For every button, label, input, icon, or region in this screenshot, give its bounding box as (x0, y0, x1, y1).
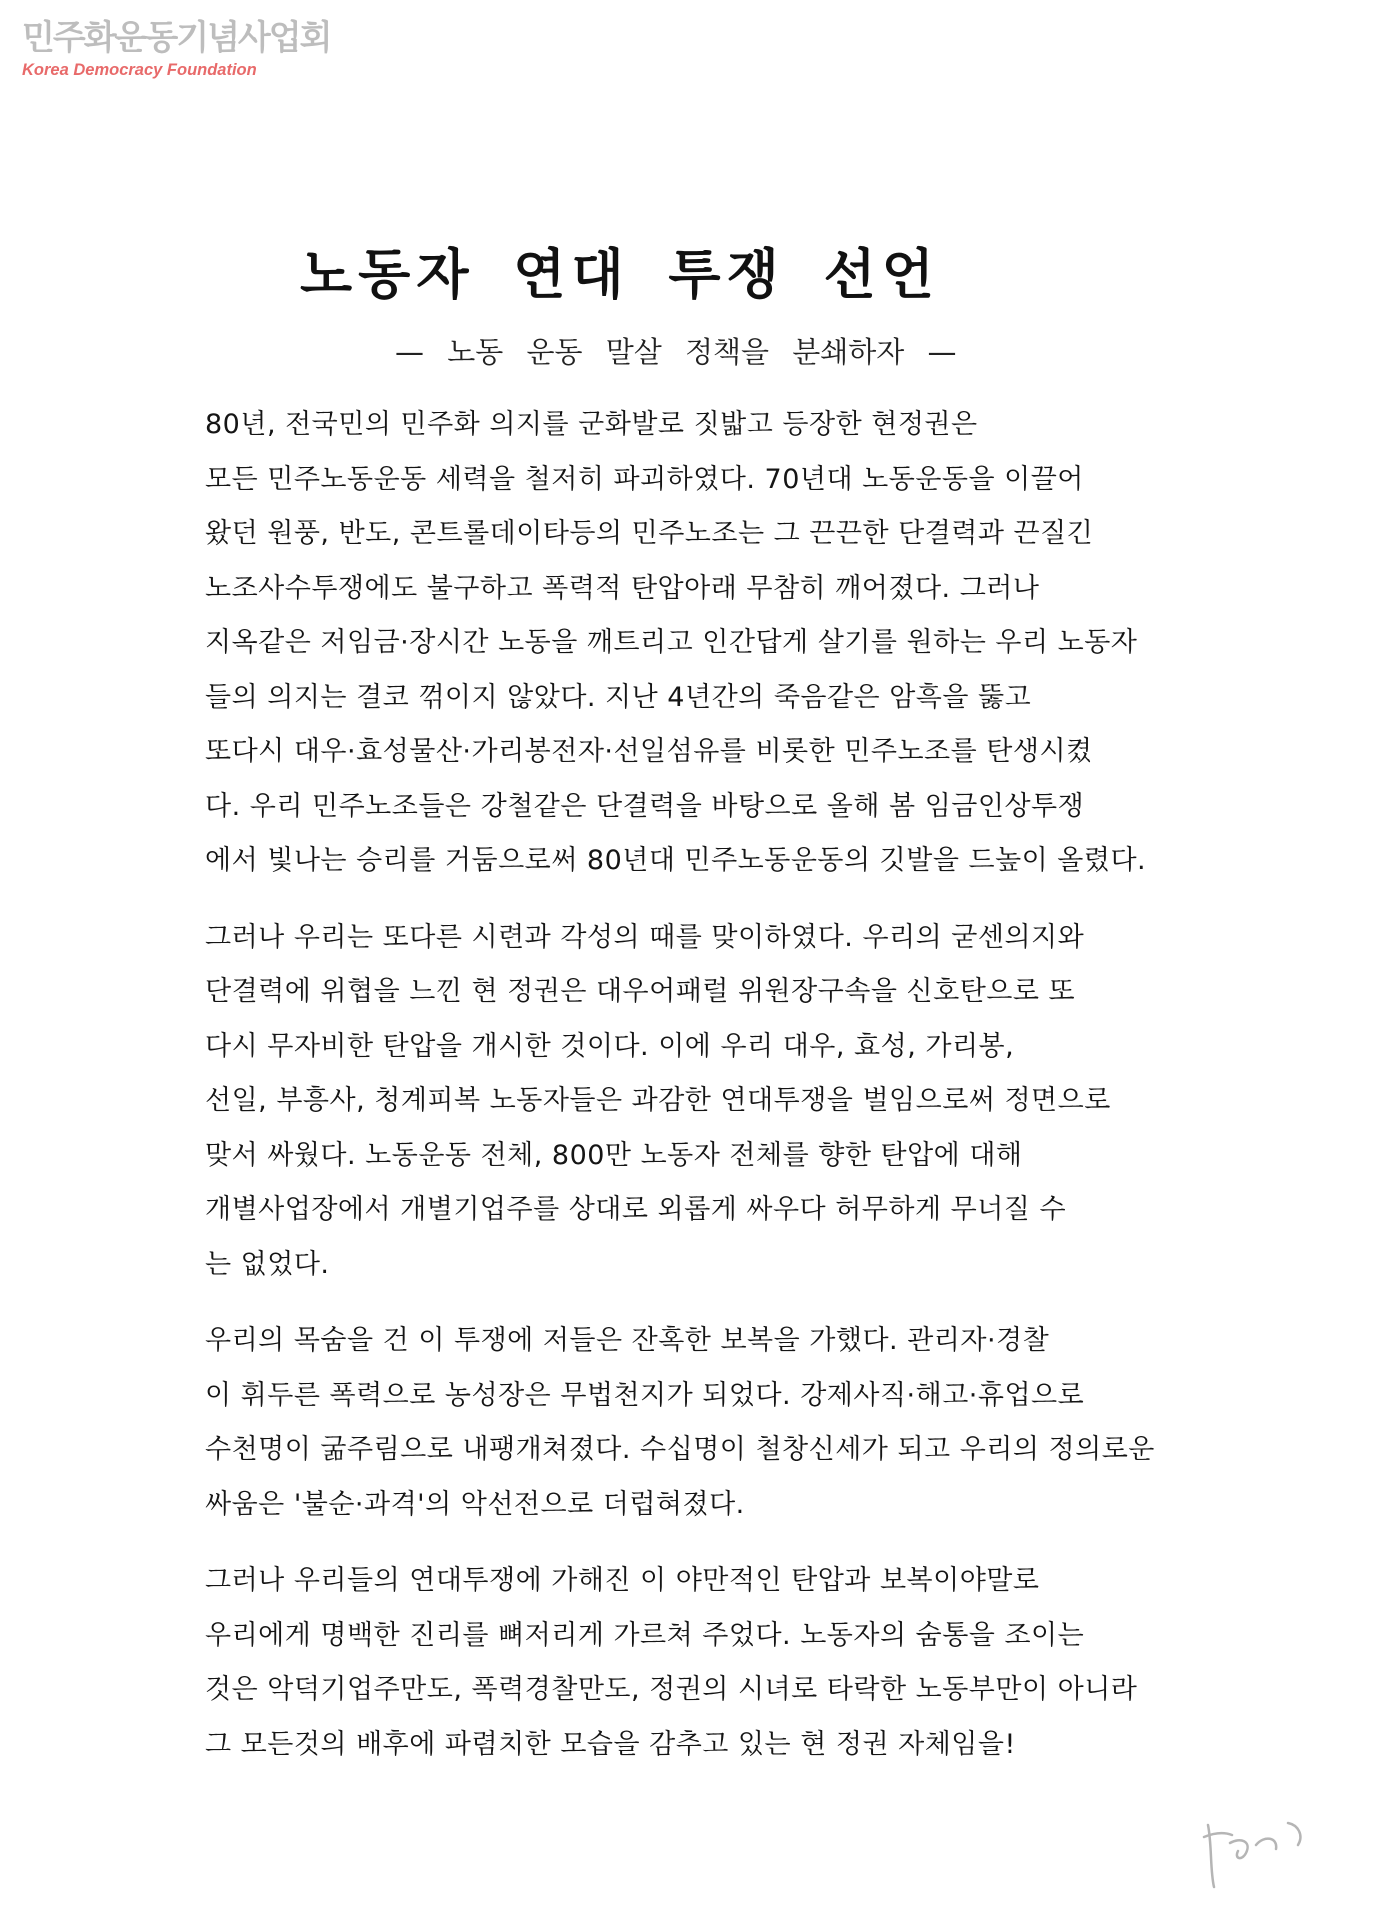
text-line: 선일, 부흥사, 청계피복 노동자들은 과감한 연대투쟁을 벌임으로써 정면으로 (205, 1085, 1111, 1116)
text-line: 것은 악덕기업주만도, 폭력경찰만도, 정권의 시녀로 타락한 노동부만이 아니라 (205, 1674, 1138, 1705)
text-line: 이 휘두른 폭력으로 농성장은 무법천지가 되었다. 강제사직·해고·휴업으로 (205, 1379, 1085, 1411)
text-line: 또다시 대우·효성물산·가리봉전자·선일섬유를 비롯한 민주노조를 탄생시켰 (205, 736, 1093, 767)
text-line: 단결력에 위협을 느낀 현 정권은 대우어패럴 위원장구속을 신호탄으로 또 (205, 976, 1076, 1007)
paragraph-2 (205, 911, 1205, 1293)
text-line: 모든 민주노동운동 세력을 철저히 파괴하였다. 70년대 노동운동을 이끌어 (205, 463, 1084, 495)
paragraph-gap (205, 889, 1205, 911)
text-line: 지옥같은 저임금·장시간 노동을 깨트리고 인간답게 살기를 원하는 우리 노동자 (205, 627, 1138, 658)
text-line: 다. 우리 민주노조들은 강철같은 단결력을 바탕으로 올해 봄 임금인상투쟁 (205, 790, 1085, 822)
document-body (205, 398, 1205, 1772)
paragraph-3 (205, 1314, 1205, 1532)
text-line: 왔던 원풍, 반도, 콘트롤데이타등의 민주노조는 그 끈끈한 단결력과 끈질긴 (205, 518, 1094, 549)
watermark-korean: 민주화운동기념사업회 (22, 18, 331, 58)
watermark (22, 18, 330, 80)
text-line: 는 없었다. (205, 1248, 330, 1280)
text-line: 다시 무자비한 탄압을 개시한 것이다. 이에 우리 대우, 효성, 가리봉, (205, 1030, 1015, 1062)
document-subtitle: — 노동 운동 말살 정책을 분쇄하자 — (395, 335, 957, 369)
paragraph-1 (205, 398, 1205, 889)
text-line: 우리에게 명백한 진리를 뼈저리게 가르쳐 주었다. 노동자의 숨통을 조이는 (205, 1619, 1085, 1651)
text-line: 그러나 우리는 또다른 시련과 각성의 때를 맞이하였다. 우리의 굳센의지와 (205, 921, 1085, 953)
text-line: 수천명이 굶주림으로 내팽개쳐졌다. 수십명이 철창신세가 되고 우리의 정의로운 (205, 1434, 1155, 1465)
text-line: 80년, 전국민의 민주화 의지를 군화발로 짓밟고 등장한 현정권은 (205, 409, 978, 440)
text-line: 맞서 싸웠다. 노동운동 전체, 800만 노동자 전체를 향한 탄압에 대해 (205, 1139, 1023, 1171)
text-line: 개별사업장에서 개별기업주를 상대로 외롭게 싸우다 허무하게 무너질 수 (205, 1194, 1067, 1225)
text-line: 들의 의지는 결코 꺾이지 않았다. 지난 4년간의 죽음같은 암흑을 뚫고 (205, 681, 1032, 713)
text-line: 그 모든것의 배후에 파렴치한 모습을 감추고 있는 현 정권 자체임을! (205, 1728, 1016, 1760)
text-line: 그러나 우리들의 연대투쟁에 가해진 이 야만적인 탄압과 보복이야말로 (205, 1565, 1040, 1596)
text-line: 노조사수투쟁에도 불구하고 폭력적 탄압아래 무참히 깨어졌다. 그러나 (205, 572, 1040, 604)
text-line: 에서 빛나는 승리를 거둠으로써 80년대 민주노동운동의 깃발을 드높이 올렸다. (205, 845, 1147, 876)
paragraph-4 (205, 1554, 1205, 1772)
text-line: 싸움은 '불순·과격'의 악선전으로 더럽혀졌다. (205, 1488, 745, 1520)
handwritten-mark (1200, 1815, 1320, 1899)
text-line: 우리의 목숨을 건 이 투쟁에 저들은 잔혹한 보복을 가했다. 관리자·경찰 (205, 1325, 1050, 1356)
paragraph-gap (205, 1292, 1205, 1314)
document-title: 노동자 연대 투쟁 선언 (300, 242, 940, 306)
watermark-english: Korea Democracy Foundation (22, 61, 257, 79)
paragraph-gap (205, 1532, 1205, 1554)
